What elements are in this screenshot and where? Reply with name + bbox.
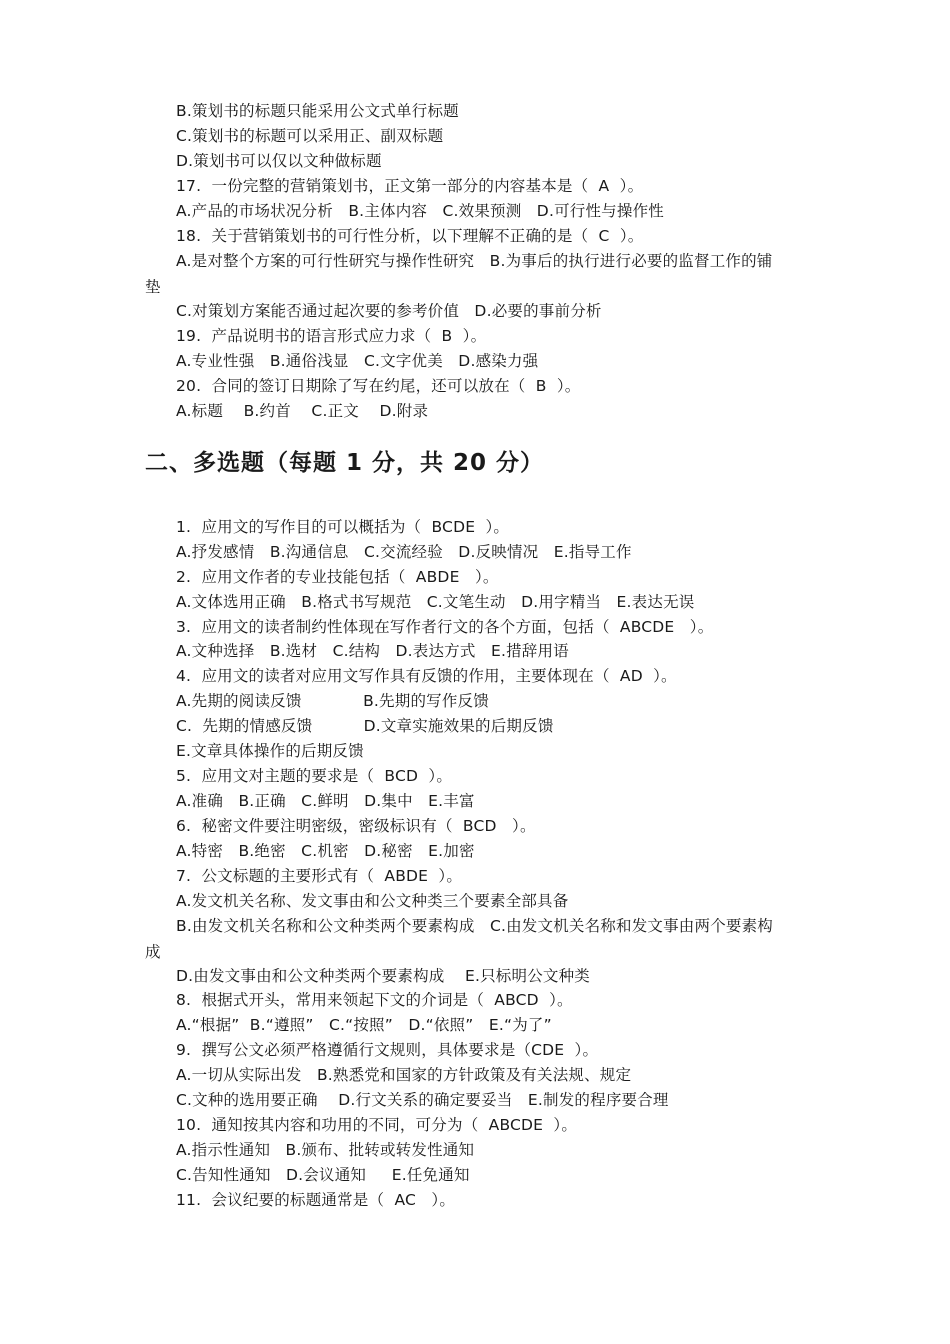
option-line: A.产品的市场状况分析 B.主体内容 C.效果预测 D.可行性与操作性 bbox=[176, 202, 664, 220]
option-line: A.标题 B.约首 C.正文 D.附录 bbox=[176, 402, 429, 420]
option-line: E.文章具体操作的后期反馈 bbox=[176, 742, 364, 760]
option-line: A.文种选择 B.选材 C.结构 D.表达方式 E.措辞用语 bbox=[176, 642, 569, 660]
option-line: B.策划书的标题只能采用公文式单行标题 bbox=[176, 102, 459, 120]
option-line: B.由发文机关名称和公文种类两个要素构成 C.由发文机关名称和发文事由两个要素构 bbox=[176, 917, 773, 935]
question-line: 1. 应用文的写作目的可以概括为（ BCDE ）。 bbox=[176, 518, 510, 536]
question-line: 19. 产品说明书的语言形式应力求（ B ）。 bbox=[176, 327, 487, 345]
option-line: A.是对整个方案的可行性研究与操作性研究 B.为事后的执行进行必要的监督工作的铺 bbox=[176, 252, 773, 270]
option-line-wrap: 垫 bbox=[145, 278, 161, 296]
option-line: A.先期的阅读反馈 B.先期的写作反馈 bbox=[176, 692, 489, 710]
option-line: A.发文机关名称、发文事由和公文种类三个要素全部具备 bbox=[176, 892, 569, 910]
option-line-wrap: 成 bbox=[145, 943, 161, 961]
question-line: 10. 通知按其内容和功用的不同，可分为（ ABCDE ）。 bbox=[176, 1116, 578, 1134]
option-line: C.告知性通知 D.会议通知 E.任免通知 bbox=[176, 1166, 470, 1184]
question-line: 2. 应用文作者的专业技能包括（ ABDE ）。 bbox=[176, 568, 499, 586]
option-line: A.指示性通知 B.颁布、批转或转发性通知 bbox=[176, 1141, 475, 1159]
section-heading: 二、多选题（每题 1 分，共 20 分） bbox=[145, 450, 545, 476]
option-line: A.专业性强 B.通俗浅显 C.文字优美 D.感染力强 bbox=[176, 352, 539, 370]
question-line: 3. 应用文的读者制约性体现在写作者行文的各个方面，包括（ ABCDE ）。 bbox=[176, 618, 714, 636]
option-line: A.准确 B.正确 C.鲜明 D.集中 E.丰富 bbox=[176, 792, 475, 810]
option-line: D.由发文事由和公文种类两个要素构成 E.只标明公文种类 bbox=[176, 967, 590, 985]
question-line: 8. 根据式开头，常用来领起下文的介词是（ ABCD ）。 bbox=[176, 991, 573, 1009]
question-line: 6. 秘密文件要注明密级，密级标识有（ BCD ）。 bbox=[176, 817, 536, 835]
option-line: C.对策划方案能否通过起次要的参考价值 D.必要的事前分析 bbox=[176, 302, 602, 320]
option-line: A.文体选用正确 B.格式书写规范 C.文笔生动 D.用字精当 E.表达无误 bbox=[176, 593, 695, 611]
option-line: C.策划书的标题可以采用正、副双标题 bbox=[176, 127, 444, 145]
option-line: A.特密 B.绝密 C.机密 D.秘密 E.加密 bbox=[176, 842, 475, 860]
option-line: C.文种的选用要正确 D.行文关系的确定要妥当 E.制发的程序要合理 bbox=[176, 1091, 669, 1109]
question-line: 18. 关于营销策划书的可行性分析，以下理解不正确的是（ C ）。 bbox=[176, 227, 644, 245]
question-line: 4. 应用文的读者对应用文写作具有反馈的作用，主要体现在（ AD ）。 bbox=[176, 667, 677, 685]
option-line: A.“根据” B.“遵照” C.“按照” D.“依照” E.“为了” bbox=[176, 1016, 552, 1034]
question-line: 5. 应用文对主题的要求是（ BCD ）。 bbox=[176, 767, 453, 785]
question-line: 9. 撰写公文必须严格遵循行文规则，具体要求是（CDE ）。 bbox=[176, 1041, 599, 1059]
option-line: C. 先期的情感反馈 D.文章实施效果的后期反馈 bbox=[176, 717, 554, 735]
question-line: 11. 会议纪要的标题通常是（ AC ）。 bbox=[176, 1191, 456, 1209]
option-line: A.一切从实际出发 B.熟悉党和国家的方针政策及有关法规、规定 bbox=[176, 1066, 632, 1084]
option-line: D.策划书可以仅以文种做标题 bbox=[176, 152, 382, 170]
question-line: 17. 一份完整的营销策划书，正文第一部分的内容基本是（ A ）。 bbox=[176, 177, 644, 195]
option-line: A.抒发感情 B.沟通信息 C.交流经验 D.反映情况 E.指导工作 bbox=[176, 543, 632, 561]
question-line: 20. 合同的签订日期除了写在约尾，还可以放在（ B ）。 bbox=[176, 377, 581, 395]
question-line: 7. 公文标题的主要形式有（ ABDE ）。 bbox=[176, 867, 463, 885]
